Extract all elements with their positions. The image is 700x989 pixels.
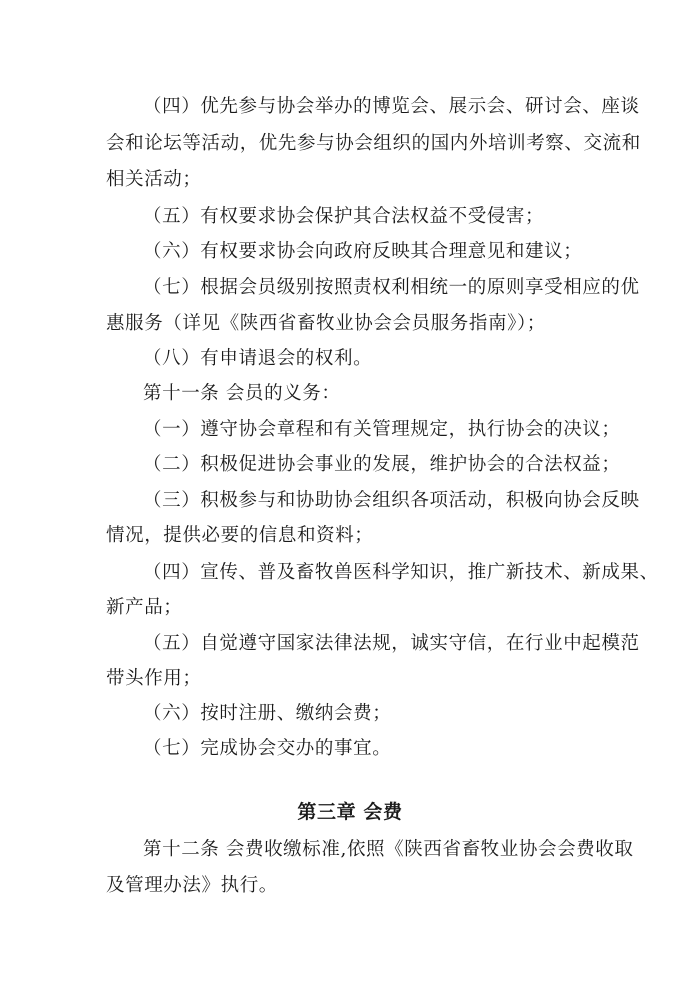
text-line-rights-6: （六）有权要求协会向政府反映其合理意见和建议； — [143, 241, 583, 262]
text-line-rights-7a: （七）根据会员级别按照责权利相统一的原则享受相应的优 — [143, 277, 640, 298]
text-line-rights-7b: 惠服务（详见《陕西省畜牧业协会会员服务指南》）； — [106, 313, 546, 334]
text-line-duty-3b: 情况，提供必要的信息和资料； — [106, 525, 374, 546]
text-line-article-12a: 第十二条 会费收缴标准,依照《陕西省畜牧业协会会费收取 — [143, 839, 634, 860]
text-line-duty-6: （六）按时注册、缴纳会费； — [143, 703, 392, 724]
text-line-rights-8: （八）有申请退会的权利。 — [143, 348, 373, 369]
text-line-duty-5b: 带头作用； — [106, 668, 202, 689]
text-line-duty-2: （二）积极促进协会事业的发展，维护协会的合法权益； — [143, 454, 621, 475]
text-line-rights-4a: （四）优先参与协会举办的博览会、展示会、研讨会、座谈 — [143, 96, 640, 117]
text-line-duty-7: （七）完成协会交办的事宜。 — [143, 738, 392, 759]
text-line-rights-5: （五）有权要求协会保护其合法权益不受侵害； — [143, 206, 545, 227]
text-line-duty-4b: 新产品； — [106, 597, 183, 618]
text-line-rights-4b: 会和论坛等活动，优先参与协会组织的国内外培训考察、交流和 — [106, 133, 641, 154]
text-line-duty-1: （一）遵守协会章程和有关管理规定，执行协会的决议； — [143, 419, 621, 440]
text-line-duty-4a: （四）宣传、普及畜牧兽医科学知识，推广新技术、新成果、 — [143, 562, 659, 583]
text-line-rights-4c: 相关活动； — [106, 169, 202, 190]
article-11-heading: 第十一条 会员的义务： — [143, 383, 341, 404]
text-line-duty-3a: （三）积极参与和协助协会组织各项活动，积极向协会反映 — [143, 490, 640, 511]
text-line-duty-5a: （五）自觉遵守国家法律法规，诚实守信，在行业中起模范 — [143, 633, 640, 654]
chapter-3-heading: 第三章 会费 — [297, 801, 403, 823]
text-line-article-12b: 及管理办法》执行。 — [106, 875, 278, 896]
